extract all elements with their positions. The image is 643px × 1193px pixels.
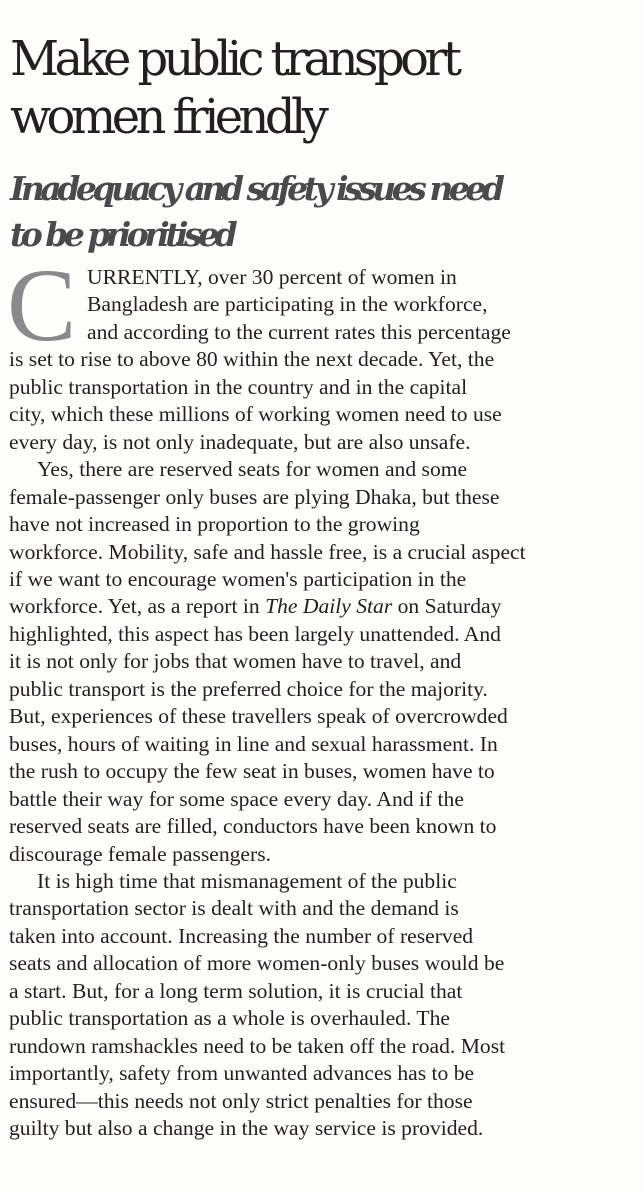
paragraph-2-line: Yes, there are reserved seats for women and some	[37, 457, 468, 482]
paragraph-3-line: ensured—this needs not only strict penalties for those	[9, 1088, 473, 1113]
paragraph-3-line: seats and allocation of more women-only buses would be	[9, 951, 505, 976]
paragraph-1-line: city, which these millions of working women need to use	[9, 402, 502, 427]
paragraph-2-line: it is not only for jobs that women have to travel, and	[9, 649, 462, 674]
paragraph-2-line: buses, hours of waiting in line and sexual harassment. In	[9, 731, 498, 756]
paragraph-2-line: battle their way for some space every day. And if the	[9, 786, 464, 811]
headline	[10, 30, 635, 146]
paragraph-1-line: and according to the current rates this percentage	[87, 319, 511, 344]
headline-line-1: Make public transport	[10, 31, 458, 87]
paragraph-2	[9, 456, 631, 868]
paragraph-2-line: workforce. Mobility, safe and hassle free, is a crucial aspect	[9, 539, 526, 564]
paragraph-1-line: is set to rise to above 80 within the next decade. Yet, the	[9, 347, 495, 372]
paragraph-1-line: every day, is not only inadequate, but are also unsafe.	[9, 429, 471, 454]
paragraph-3-line: It is high time that mismanagement of the public	[37, 868, 457, 893]
newspaper-name: The Daily Star	[265, 594, 393, 619]
paragraph-3-line: guilty but also a change in the way service is provided.	[9, 1116, 484, 1141]
paragraph-2-line: the rush to occupy the few seat in buses, women have to	[9, 759, 495, 784]
paragraph-3	[9, 868, 631, 1143]
subhead-line-1: Inadequacy and safety issues need	[10, 169, 501, 208]
paragraph-1-line: public transportation in the country and in the capital	[9, 374, 468, 399]
paragraph-2-line	[9, 593, 631, 620]
paragraph-2-line: if we want to encourage women's participation in the	[9, 566, 467, 591]
paragraph-3-line: rundown ramshackles need to be taken off the road. Most	[9, 1033, 506, 1058]
article-body	[7, 248, 631, 1143]
headline-line-2: women friendly	[10, 89, 325, 145]
paragraph-2-line: have not increased in proportion to the growing	[9, 512, 420, 537]
paragraph-3-line: taken into account. Increasing the number of reserved	[9, 923, 474, 948]
paragraph-1-line: URRENTLY, over 30 percent of women in	[87, 265, 457, 289]
paragraph-2-line: public transport is the preferred choice for the majority.	[9, 676, 488, 701]
paragraph-2-line: But, experiences of these travellers speak of overcrowded	[9, 704, 508, 729]
paragraph-3-line: transportation sector is dealt with and the demand is	[9, 896, 459, 921]
subhead-line-2: to be prioritised	[10, 215, 234, 254]
paragraph-2-line: discourage female passengers.	[9, 841, 272, 866]
drop-cap: C	[7, 248, 77, 363]
paragraph-3-line: importantly, safety from unwanted advances has to be	[9, 1061, 475, 1086]
subheadline	[10, 166, 635, 258]
line-text: workforce. Yet, as a report in	[9, 594, 266, 619]
line-text: on Saturday	[392, 594, 502, 619]
paragraph-3-line: public transportation as a whole is overhauled. The	[9, 1006, 450, 1031]
paragraph-1-line: Bangladesh are participating in the workforce,	[87, 292, 488, 317]
paragraph-3-line: a start. But, for a long term solution, it is crucial that	[9, 978, 463, 1003]
paragraph-2-line: highlighted, this aspect has been largely unattended. And	[9, 621, 501, 646]
paragraph-2-line: female-passenger only buses are plying Dhaka, but these	[9, 484, 500, 509]
paragraph-1	[7, 248, 631, 456]
paragraph-2-line: reserved seats are filled, conductors have been known to	[9, 814, 497, 839]
